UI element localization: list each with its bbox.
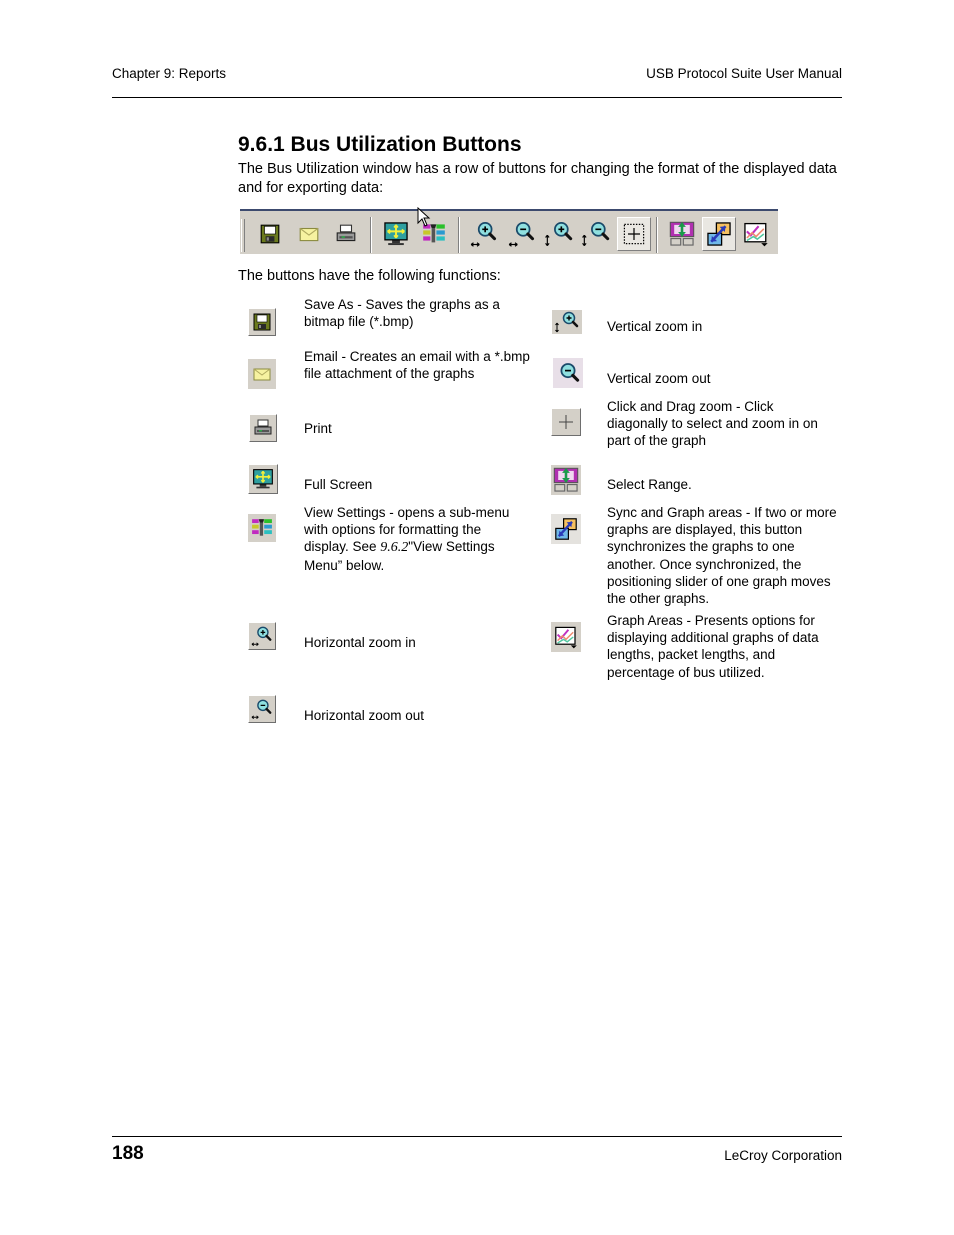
sync-graph-areas-description: Sync and Graph areas - If two or more graphs are displayed, this button synchronizes the graphs to one another. Once synchronized, the positioning slider of one graph moves the other graphs. xyxy=(607,505,837,607)
select-range-icon xyxy=(553,467,579,493)
save-icon xyxy=(252,312,272,332)
select-range-button[interactable] xyxy=(665,217,699,251)
graph-areas-icon xyxy=(554,625,578,649)
sync-graph-areas-legend-icon xyxy=(551,514,581,544)
horizontal-zoom-in-icon xyxy=(470,220,498,248)
full-screen-legend-icon xyxy=(248,464,278,494)
print-description: Print xyxy=(304,421,332,436)
vertical-zoom-in-description: Vertical zoom in xyxy=(607,319,703,334)
toolbar-separator xyxy=(458,217,460,253)
sync-graph-areas-icon xyxy=(706,221,732,247)
toolbar-grip[interactable] xyxy=(241,219,245,252)
horizontal-zoom-out-legend-icon xyxy=(248,695,276,723)
vertical-zoom-in-legend-icon xyxy=(552,310,582,334)
vertical-zoom-out-description: Vertical zoom out xyxy=(607,371,711,386)
vertical-zoom-out-button[interactable] xyxy=(579,217,613,251)
toolbar-separator xyxy=(656,217,658,253)
save-button[interactable] xyxy=(253,217,287,251)
view-settings-icon xyxy=(251,517,273,539)
print-legend-icon xyxy=(249,414,277,442)
company-name: LeCroy Corporation xyxy=(724,1148,842,1163)
functions-lead: The buttons have the following functions: xyxy=(238,268,501,284)
vertical-zoom-in-button[interactable] xyxy=(542,217,576,251)
print-icon xyxy=(335,223,357,245)
horizontal-zoom-out-button[interactable] xyxy=(505,217,539,251)
horizontal-zoom-out-description: Horizontal zoom out xyxy=(304,708,425,723)
sync-graph-areas-icon xyxy=(554,517,578,541)
email-description: Email - Creates an email with a *.bmp file attachment of the graphs xyxy=(304,349,530,382)
page-number: 188 xyxy=(112,1143,144,1164)
graph-areas-button[interactable] xyxy=(739,217,773,251)
save-description: Save As - Saves the graphs as a bitmap file (*.bmp) xyxy=(304,297,500,330)
horizontal-zoom-out-icon xyxy=(508,220,536,248)
save-icon xyxy=(259,223,281,245)
chapter-header: Chapter 9: Reports xyxy=(112,66,227,81)
horizontal-zoom-in-button[interactable] xyxy=(467,217,501,251)
full-screen-description: Full Screen xyxy=(304,477,373,492)
vertical-zoom-out-icon xyxy=(582,220,610,248)
vertical-zoom-out-legend-icon xyxy=(553,358,583,388)
full-screen-icon xyxy=(383,221,409,247)
graph-areas-icon xyxy=(743,221,769,247)
manual-title: USB Protocol Suite User Manual xyxy=(646,66,842,81)
email-icon xyxy=(298,223,320,245)
vertical-zoom-in-icon xyxy=(555,310,579,334)
horizontal-zoom-in-legend-icon xyxy=(248,622,276,650)
select-range-legend-icon xyxy=(551,465,581,495)
graph-areas-description: Graph Areas - Presents options for displaying additional graphs of data lengths, packet lengths, and percentage of bus utilized. xyxy=(607,613,819,680)
click-drag-zoom-icon xyxy=(622,222,646,246)
horizontal-zoom-out-icon xyxy=(251,698,273,720)
click-drag-zoom-legend-icon xyxy=(551,408,581,436)
view-settings-description: View Settings - opens a sub-menu with options for formatting the display. See 9.6.2"View Settings Menu” below. xyxy=(304,505,510,573)
graph-areas-legend-icon xyxy=(551,622,581,652)
full-screen-button[interactable] xyxy=(379,217,413,251)
select-range-icon xyxy=(669,221,695,247)
email-legend-icon xyxy=(248,359,276,389)
footer-divider xyxy=(112,1136,842,1137)
click-drag-zoom-icon xyxy=(556,412,576,432)
view-settings-legend-icon xyxy=(248,514,276,542)
section-reference-link[interactable]: 9.6.2 xyxy=(380,540,409,556)
horizontal-zoom-in-icon xyxy=(251,625,273,647)
bus-utilization-toolbar xyxy=(240,209,778,254)
print-button[interactable] xyxy=(329,217,363,251)
horizontal-zoom-in-description: Horizontal zoom in xyxy=(304,635,416,650)
header-divider xyxy=(112,97,842,98)
click-drag-zoom-button[interactable] xyxy=(617,217,651,251)
email-icon xyxy=(252,364,272,384)
print-icon xyxy=(253,418,273,438)
email-button[interactable] xyxy=(292,217,326,251)
save-legend-icon xyxy=(248,308,276,336)
sync-graph-areas-button[interactable] xyxy=(702,217,736,251)
section-title: 9.6.1 Bus Utilization Buttons xyxy=(238,133,522,156)
toolbar-separator xyxy=(370,217,372,253)
select-range-description: Select Range. xyxy=(607,477,692,492)
click-drag-zoom-description: Click and Drag zoom - Click diagonally to select and zoom in on part of the graph xyxy=(607,399,818,449)
vertical-zoom-in-icon xyxy=(545,220,573,248)
intro-paragraph: The Bus Utilization window has a row of buttons for changing the format of the displayed data and for exporting data: xyxy=(238,161,837,196)
vertical-zoom-out-icon xyxy=(556,361,580,385)
mouse-cursor-icon xyxy=(416,207,432,229)
full-screen-icon xyxy=(252,468,274,490)
